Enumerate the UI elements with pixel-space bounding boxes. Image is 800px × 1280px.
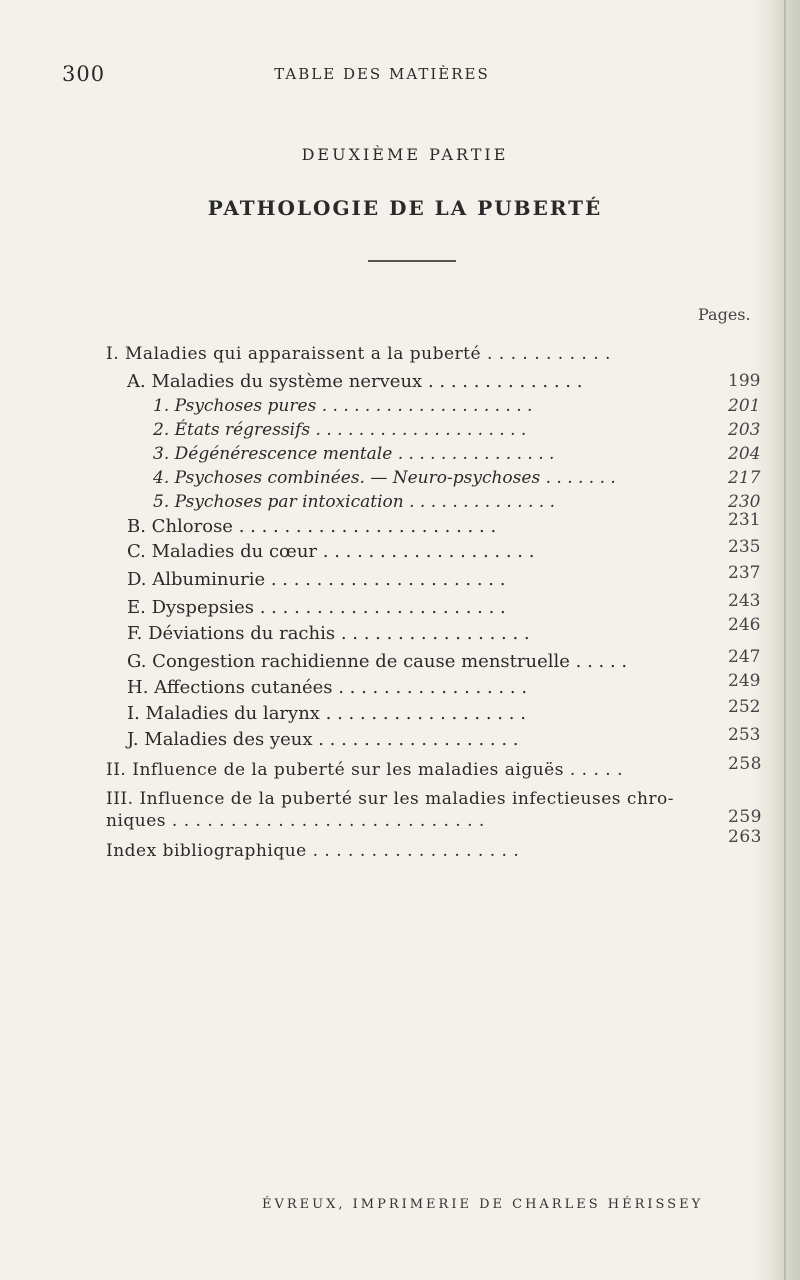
toc-page-number: 252 (728, 697, 761, 717)
toc-entry-label: II. Influence de la puberté sur les maladies aiguës . . . . . (106, 760, 623, 780)
toc-page-number: 231 (728, 510, 761, 530)
toc-page-number: 204 (728, 444, 761, 464)
toc-page-number: 203 (728, 420, 761, 440)
toc-entry-label: I. Maladies du larynx . . . . . . . . . . . . . . . . . . (127, 703, 526, 724)
toc-entry-label: 5. Psychoses par intoxication . . . . . . . . . . . . . . (153, 492, 555, 512)
toc-page-number: 235 (728, 537, 761, 557)
toc-page-number: 201 (728, 396, 761, 416)
page-number: 300 (62, 62, 106, 86)
toc-entry-label: G. Congestion rachidienne de cause menstruelle . . . . . (127, 651, 628, 672)
toc-page-number: 253 (728, 725, 761, 745)
toc-entry-label: J. Maladies des yeux . . . . . . . . . . . . . . . . . . (127, 729, 519, 750)
printer-colophon: ÉVREUX, IMPRIMERIE DE CHARLES HÉRISSEY (262, 1197, 704, 1212)
toc-entry-label: E. Dyspepsies . . . . . . . . . . . . . . . . . . . . . . (127, 597, 506, 618)
toc-page-number: 258 (728, 754, 762, 774)
toc-entry-label: niques . . . . . . . . . . . . . . . . . . . . . . . . . . . (106, 811, 485, 831)
toc-page-number: 243 (728, 591, 761, 611)
toc-entry-label: Index bibliographique . . . . . . . . . . . . . . . . . . (106, 841, 520, 861)
part-heading: DEUXIÈME PARTIE (301, 145, 509, 164)
toc-entry-label: D. Albuminurie . . . . . . . . . . . . . . . . . . . . . (127, 569, 506, 590)
page-edge-line (784, 0, 786, 1280)
toc-page-number: 247 (728, 647, 761, 667)
title-rule (368, 260, 456, 262)
toc-entry-label: 1. Psychoses pures . . . . . . . . . . . . . . . . . . . . (153, 396, 533, 416)
pages-column-label: Pages. (698, 305, 751, 324)
toc-page-number: 199 (728, 371, 761, 391)
toc-entry-label: 3. Dégénérescence mentale . . . . . . . . . . . . . . . (153, 444, 555, 464)
toc-page-number: 237 (728, 563, 761, 583)
toc-page-number: 246 (728, 615, 761, 635)
page-edge-shadow (750, 0, 800, 1280)
toc-entry-label: III. Influence de la puberté sur les maladies infectieuses chro- (106, 789, 674, 809)
running-head: TABLE DES MATIÈRES (274, 65, 490, 83)
toc-page-number: 249 (728, 671, 761, 691)
section-title: PATHOLOGIE DE LA PUBERTÉ (207, 196, 603, 220)
toc-entry-label: 4. Psychoses combinées. — Neuro-psychoses . . . . . . . (153, 468, 616, 488)
toc-entry-label: F. Déviations du rachis . . . . . . . . . . . . . . . . . (127, 623, 530, 644)
toc-entry-label: I. Maladies qui apparaissent a la puberté . . . . . . . . . . . (106, 344, 611, 364)
toc-entry-label: 2. États régressifs . . . . . . . . . . . . . . . . . . . . (153, 420, 527, 440)
toc-entry-label: H. Affections cutanées . . . . . . . . . . . . . . . . . (127, 677, 528, 698)
toc-page-number: 230 (728, 492, 761, 512)
toc-entry-label: A. Maladies du système nerveux . . . . . . . . . . . . . . (127, 371, 583, 392)
toc-page-number: 259 (728, 807, 762, 827)
page-header (62, 62, 762, 86)
toc-entry-label: B. Chlorose . . . . . . . . . . . . . . . . . . . . . . . (127, 516, 497, 537)
toc-page-number: 263 (728, 827, 762, 847)
toc-entry-label: C. Maladies du cœur . . . . . . . . . . . . . . . . . . . (127, 541, 535, 562)
toc-page-number: 217 (728, 468, 761, 488)
